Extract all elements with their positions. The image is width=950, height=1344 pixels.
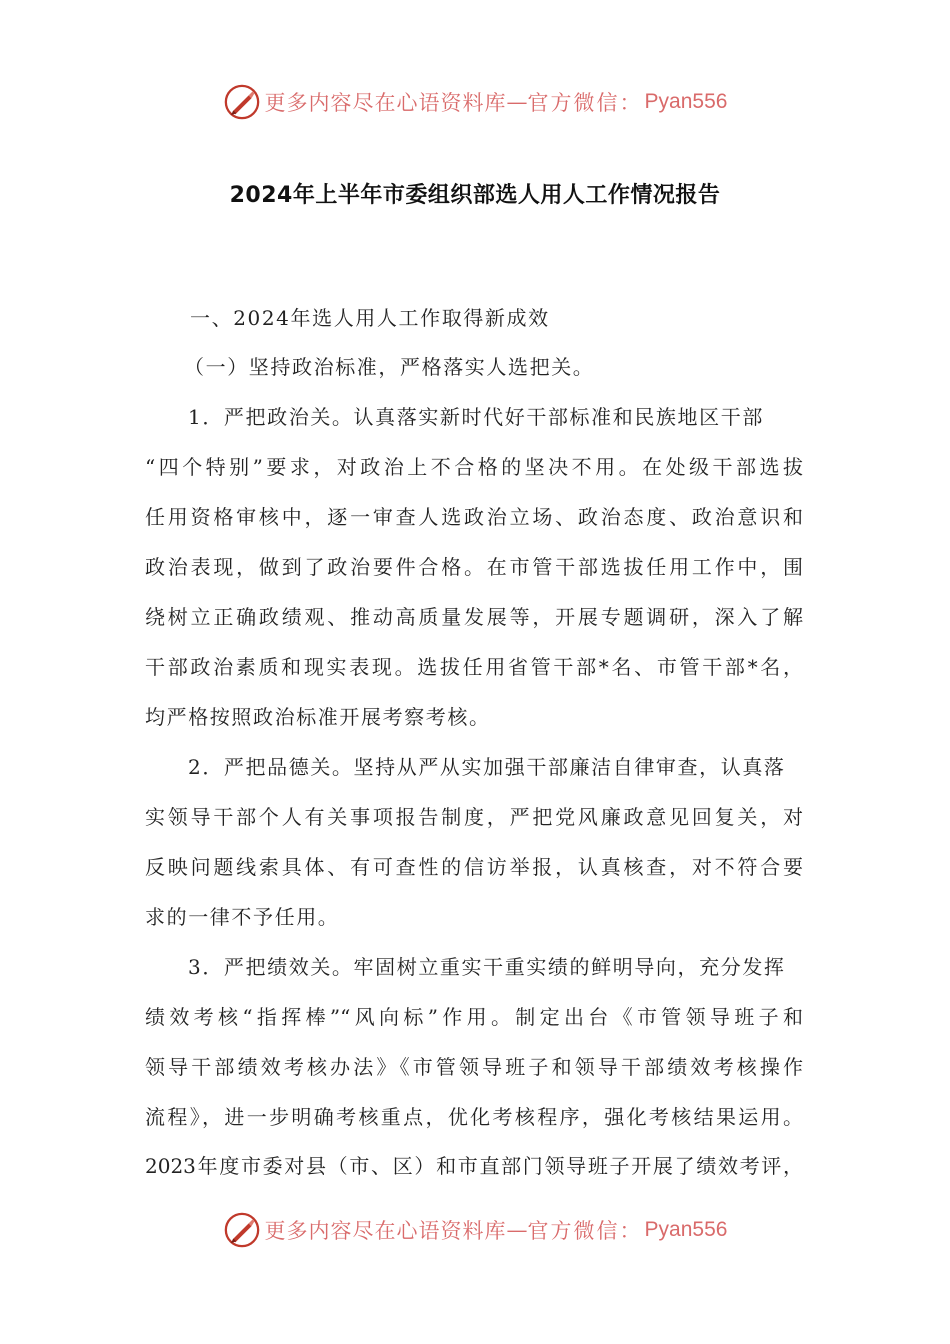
body-line: 绩效考核“指挥棒”“风向标”作用。制定出台《市管领导班子和: [145, 1005, 803, 1029]
header-banner: [0, 82, 950, 122]
banner-site-text: 更多内容尽在心语资料库: [264, 91, 507, 115]
banner-site-text: 更多内容尽在心语资料库: [264, 1219, 507, 1243]
body-line: 任用资格审核中，逐一审查人选政治立场、政治态度、政治意识和: [145, 505, 803, 529]
body-line: 均严格按照政治标准开展考察考核。: [145, 705, 491, 729]
document-title: 2024年上半年市委组织部选人用人工作情况报告: [229, 183, 721, 208]
banner-separator: —: [506, 90, 528, 114]
subsection-heading: （一）坚持政治标准，严格落实人选把关。: [184, 355, 595, 379]
body-line: 政治表现，做到了政治要件合格。在市管干部选拔任用工作中，围: [145, 555, 803, 579]
banner-wechat-label: 官方微信：: [527, 1219, 643, 1243]
body-line: 干部政治素质和现实表现。选拔任用省管干部*名、市管干部*名，: [145, 655, 803, 679]
banner-wechat-id: Pyan556: [644, 1218, 728, 1241]
body-line: 2．严把品德关。坚持从严从实加强干部廉洁自律审查，认真落: [188, 755, 786, 779]
body-line: 绕树立正确政绩观、推动高质量发展等，开展专题调研，深入了解: [145, 605, 803, 629]
banner-wechat-id: Pyan556: [644, 90, 728, 113]
body-line: 3．严把绩效关。牢固树立重实干重实绩的鲜明导向，充分发挥: [188, 955, 786, 979]
body-line: 2023年度市委对县（市、区）和市直部门领导班子开展了绩效考评，: [145, 1154, 803, 1178]
body-line: 流程》，进一步明确考核重点，优化考核程序，强化考核结果运用。: [145, 1105, 803, 1129]
pen-logo-icon: [223, 83, 261, 121]
banner-separator: —: [506, 1218, 528, 1242]
footer-banner: [0, 1210, 950, 1250]
section-heading: 一、2024年选人用人工作取得新成效: [190, 306, 550, 330]
body-line: 领导干部绩效考核办法》《市管领导班子和领导干部绩效考核操作: [145, 1055, 803, 1079]
pen-logo-icon: [223, 1211, 261, 1249]
body-line: 反映问题线索具体、有可查性的信访举报，认真核查，对不符合要: [145, 855, 803, 879]
banner-wechat-label: 官方微信：: [527, 91, 643, 115]
body-line: 求的一律不予任用。: [145, 905, 340, 929]
body-line: 1．严把政治关。认真落实新时代好干部标准和民族地区干部: [188, 405, 764, 429]
body-line: “四个特别”要求，对政治上不合格的坚决不用。在处级干部选拔: [145, 455, 803, 479]
body-line: 实领导干部个人有关事项报告制度，严把党风廉政意见回复关，对: [145, 805, 803, 829]
